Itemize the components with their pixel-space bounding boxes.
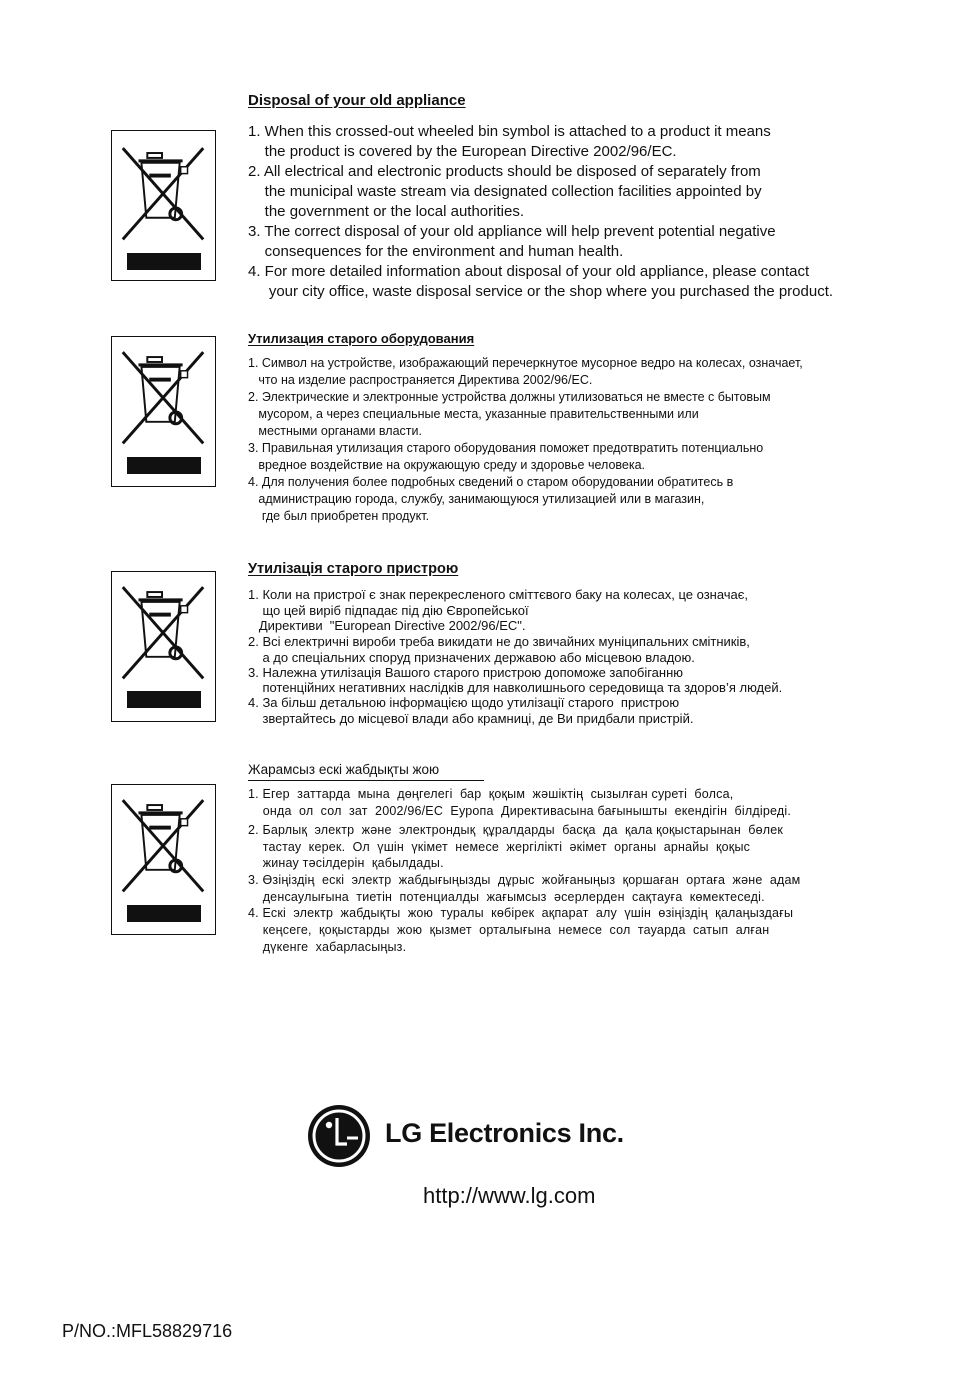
- instruction-line: 3. Належна утилізація Вашого старого пристрою допоможе запобіганню: [248, 665, 684, 680]
- instruction-line: тастау керек. Ол үшін үкімет немесе жергілікті әкімет органы арнайы қоқыс: [248, 840, 751, 854]
- instruction-line: 3. Правильная утилизация старого оборудования поможет предотвратить потенциально: [248, 441, 764, 455]
- instruction-line: 2. Всі електричні вироби треба викидати не до звичайних муніципальних смітників,: [248, 634, 750, 649]
- weee-crossed-bin-icon: [111, 336, 216, 487]
- instruction-line: потенційних негативних наслідків для навколишнього середовища та здоров’я людей.: [248, 680, 783, 695]
- instruction-line: вредное воздействие на окружающую среду и здоровье человека.: [248, 458, 646, 472]
- weee-black-bar: [127, 253, 201, 270]
- instruction-line: где был приобретен продукт.: [248, 509, 430, 523]
- website-url[interactable]: http://www.lg.com: [423, 1183, 596, 1208]
- instruction-line: 4. За більш детальною інформацією щодо утилізації старого пристрою: [248, 695, 680, 710]
- weee-black-bar: [127, 905, 201, 922]
- section-heading: Утилізація старого пристрою: [248, 561, 459, 577]
- instruction-line: the government or the local authorities.: [248, 203, 524, 220]
- section-heading: Утилизация старого оборудования: [248, 331, 475, 346]
- part-number: P/NO.:MFL58829716: [62, 1321, 233, 1341]
- instruction-line: 1. Егер заттарда мына дөңгелегі бар қоқым жәшіктің сызылған суреті болса,: [248, 787, 734, 801]
- instruction-line: жинау тәсілдерін қабылдады.: [248, 856, 444, 870]
- lg-logo-icon: [307, 1104, 371, 1168]
- instruction-line: 2. Электрические и электронные устройства должны утилизоваться не вместе с бытовым: [248, 390, 771, 404]
- weee-black-bar: [127, 457, 201, 474]
- instruction-line: 1. When this crossed-out wheeled bin symbol is attached to a product it means: [248, 123, 771, 140]
- instruction-line: що цей виріб підпадає під дію Європейської: [248, 603, 529, 618]
- instruction-line: consequences for the environment and human health.: [248, 243, 624, 260]
- section-heading: Disposal of your old appliance: [248, 92, 466, 109]
- weee-crossed-bin-icon: [111, 784, 216, 935]
- instruction-line: администрацию города, службу, занимающуюся утилизацией или в магазин,: [248, 492, 705, 506]
- weee-crossed-bin-icon: [111, 130, 216, 281]
- instruction-line: онда ол сол зат 2002/96/ЕС Еуропа Директивасына бағынышты екендігін білдіреді.: [248, 804, 791, 818]
- instruction-line: 3. The correct disposal of your old appliance will help prevent potential negative: [248, 223, 776, 240]
- instruction-line: 1. Коли на пристрої є знак перекресленого сміттєвого баку на колесах, це означає,: [248, 587, 749, 602]
- instruction-line: 2. All electrical and electronic products should be disposed of separately from: [248, 163, 761, 180]
- instruction-line: the municipal waste stream via designated collection facilities appointed by: [248, 183, 762, 200]
- section-heading: Жарамсыз ескі жабдықты жою: [248, 762, 440, 777]
- instruction-line: your city office, waste disposal service or the shop where you purchased the product.: [248, 283, 834, 300]
- instruction-line: the product is covered by the European Directive 2002/96/EC.: [248, 143, 677, 160]
- instruction-line: кеңсеге, қоқыстарды жою қызмет орталығына немесе сол тауарда сатып алған: [248, 923, 770, 937]
- instruction-line: денсаулығына тиетін потенциалды жағымсыз әсерлерден сақтауға көмектеседі.: [248, 890, 765, 904]
- instruction-line: 1. Символ на устройстве, изображающий перечеркнутое мусорное ведро на колесах, означает,: [248, 356, 803, 370]
- weee-crossed-bin-icon: [111, 571, 216, 722]
- heading-underline: [248, 780, 484, 781]
- instruction-line: 2. Барлық электр және электрондық құралдарды басқа да қала қоқыстарынан бөлек: [248, 823, 784, 837]
- lg-logo: [307, 1104, 707, 1174]
- weee-black-bar: [127, 691, 201, 708]
- company-name: LG Electronics Inc.: [385, 1118, 624, 1148]
- instruction-line: 4. Для получения более подробных сведений о старом оборудовании обратитесь в: [248, 475, 734, 489]
- instruction-line: 3. Өзіңіздің ескі электр жабдығыңызды дұрыс жойғаныңыз қоршаған ортаға және адам: [248, 873, 801, 887]
- instruction-line: звертайтесь до місцевої влади або крамниці, де Ви придбали пристрій.: [248, 711, 694, 726]
- instruction-line: 4. For more detailed information about disposal of your old appliance, please contact: [248, 263, 810, 280]
- instruction-line: дүкенге хабарласыңыз.: [248, 940, 407, 954]
- instruction-line: 4. Ескі электр жабдықты жою туралы көбірек ақпарат алу үшін өзіңіздің қалаңыздағы: [248, 906, 794, 920]
- instruction-line: Директиви "European Directive 2002/96/EC".: [248, 618, 526, 633]
- instruction-line: а до спеціальних споруд призначених державою або місцевою владою.: [248, 650, 695, 665]
- instruction-line: мусором, а через специальные места, указанные правительственными или: [248, 407, 699, 421]
- instruction-line: местными органами власти.: [248, 424, 422, 438]
- instruction-line: что на изделие распространяется Директива 2002/96/EC.: [248, 373, 593, 387]
